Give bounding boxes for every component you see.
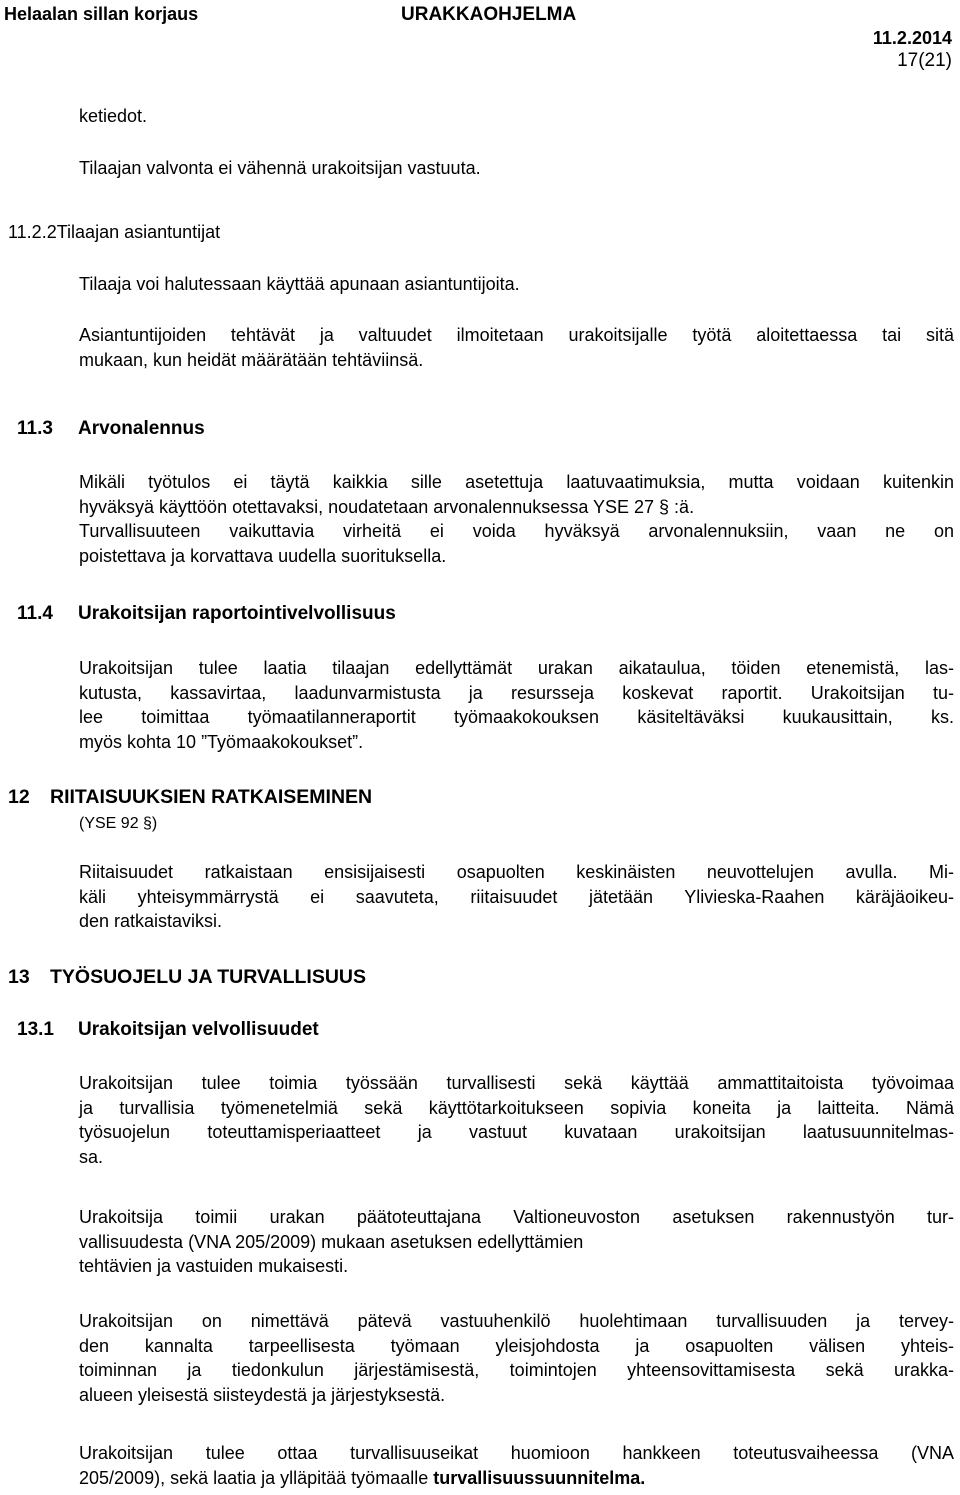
text-segment: 205/2009), sekä laatia ja ylläpitää työmaalle (79, 1467, 429, 1488)
paragraph-experts: Tilaaja voi halutessaan käyttää apunaan asiantuntijoita. (79, 274, 520, 294)
text-line: Urakoitsijan on nimettävä pätevä vastuuhenkilö huolehtimaan turvallisuuden ja tervey- (79, 1311, 954, 1331)
text-line: sa. (79, 1146, 104, 1167)
text-line: alueen yleisestä siisteydestä ja järjestyksestä. (79, 1384, 446, 1405)
text-line: Turvallisuuteen vaikuttavia virheitä ei voida hyväksyä arvonalennuksiin, vaan ne on (79, 521, 954, 541)
paragraph-safety-plan (79, 1441, 954, 1490)
section-11-3-heading (17, 418, 205, 440)
text-line: Asiantuntijoiden tehtävät ja valtuudet ilmoitetaan urakoitsijalle työtä aloitettaessa tai sitä (79, 325, 954, 345)
section-title: RIITAISUUKSIEN RATKAISEMINEN (50, 786, 373, 808)
text-line: Urakoitsijan tulee toimia työssään turvallisesti sekä käyttää ammattitaitoista työvoimaa (79, 1073, 954, 1093)
section-13-heading (8, 966, 367, 989)
section-13-1-heading (17, 1019, 319, 1041)
section-11-2-2-heading (8, 220, 220, 245)
section-number: 13.1 (17, 1019, 54, 1040)
section-number: 11.4 (17, 603, 53, 624)
text-line: den kannalta tarpeellisesta työmaan yleisjohdosta ja osapuolten välisen yhteis- (79, 1335, 954, 1356)
text-line: ja turvallisia työmenetelmiä sekä käyttötarkoitukseen sopivia koneita ja laitteita. Nämä (79, 1097, 954, 1118)
section-number: 11.3 (17, 418, 53, 439)
paragraph-responsible-person (79, 1309, 954, 1407)
text-line: kutusta, kassavirtaa, laadunvarmistusta ja resursseja koskevat raportit. Urakoitsijan tu- (79, 682, 954, 703)
section-title: TYÖSUOJELU JA TURVALLISUUS (50, 966, 367, 988)
header-page-number: 17(21) (897, 50, 952, 71)
paragraph-supervision: Tilaajan valvonta ei vähennä urakoitsijan vastuuta. (79, 158, 481, 178)
section-12-reference: (YSE 92 §) (79, 815, 158, 832)
text-line: käli yhteisymmärrystä ei saavuteta, riitaisuudet jätetään Ylivieska-Raahen käräjäoikeu- (79, 886, 954, 907)
header-document-title: Helaalan sillan korjaus (4, 4, 199, 24)
text-line (79, 1466, 954, 1491)
section-number: 13 (8, 966, 30, 988)
section-number: 12 (8, 786, 30, 808)
paragraph-disputes (79, 860, 954, 934)
text-line: Urakoitsijan tulee ottaa turvallisuuseikat huomioon hankkeen toteutusvaiheessa (VNA (79, 1443, 954, 1463)
text-line: toiminnan ja tiedonkulun järjestämisestä, toimintojen yhteensovittamisesta sekä urakka- (79, 1360, 954, 1380)
section-number: 11.2.2 (8, 222, 57, 242)
text-line: poistettava ja korvattava uudella suorituksella. (79, 545, 447, 566)
header-date: 11.2.2014 (872, 28, 952, 48)
section-title: Tilaajan asiantuntijat (56, 222, 221, 242)
text-line: Urakoitsijan tulee laatia tilaajan edellyttämät urakan aikataulua, töiden etenemistä, las- (79, 658, 954, 678)
section-title: Urakoitsijan velvollisuudet (78, 1019, 319, 1040)
text-line: mukaan, kun heidät määrätään tehtäviinsä. (79, 349, 424, 370)
text-line: den ratkaistaviksi. (79, 911, 223, 931)
section-title: Urakoitsijan raportointivelvollisuus (78, 603, 396, 624)
text-line: myös kohta 10 ”Työmaakokoukset”. (79, 731, 364, 752)
paragraph-contractor-duties (79, 1071, 954, 1169)
paragraph-reporting (79, 656, 954, 754)
text-line: tehtävien ja vastuiden mukaisesti. (79, 1256, 349, 1276)
header-document-type: URAKKAOHJELMA (401, 4, 577, 25)
paragraph-continuation: ketiedot. (79, 106, 148, 126)
paragraph-main-implementer (79, 1205, 954, 1279)
text-line: työsuojelun toteuttamisperiaatteet ja vastuut kuvataan urakoitsijan laatusuunnitelmas- (79, 1122, 954, 1142)
section-12-heading (8, 786, 373, 809)
paragraph-expert-duties (79, 323, 954, 372)
safety-plan-emphasis: turvallisuussuunnitelma. (433, 1467, 646, 1488)
text-line: vallisuudesta (VNA 205/2009) mukaan asetuksen edellyttämien (79, 1231, 584, 1252)
text-line: Urakoitsija toimii urakan päätoteuttajana Valtioneuvoston asetuksen rakennustyön tur- (79, 1207, 954, 1227)
text-line: lee toimittaa työmaatilanneraportit työmaakokouksen käsiteltäväksi kuukausittain, ks. (79, 707, 954, 727)
section-title: Arvonalennus (78, 418, 205, 439)
text-line: hyväksyä käyttöön otettavaksi, noudatetaan arvonalennuksessa YSE 27 § :ä. (79, 496, 695, 517)
paragraph-price-reduction (79, 470, 954, 568)
text-line: Mikäli työtulos ei täytä kaikkia sille asetettuja laatuvaatimuksia, mutta voidaan kuitenkin (79, 472, 954, 492)
text-line: Riitaisuudet ratkaistaan ensisijaisesti osapuolten keskinäisten neuvottelujen avulla. Mi- (79, 862, 954, 882)
section-11-4-heading (17, 603, 396, 625)
